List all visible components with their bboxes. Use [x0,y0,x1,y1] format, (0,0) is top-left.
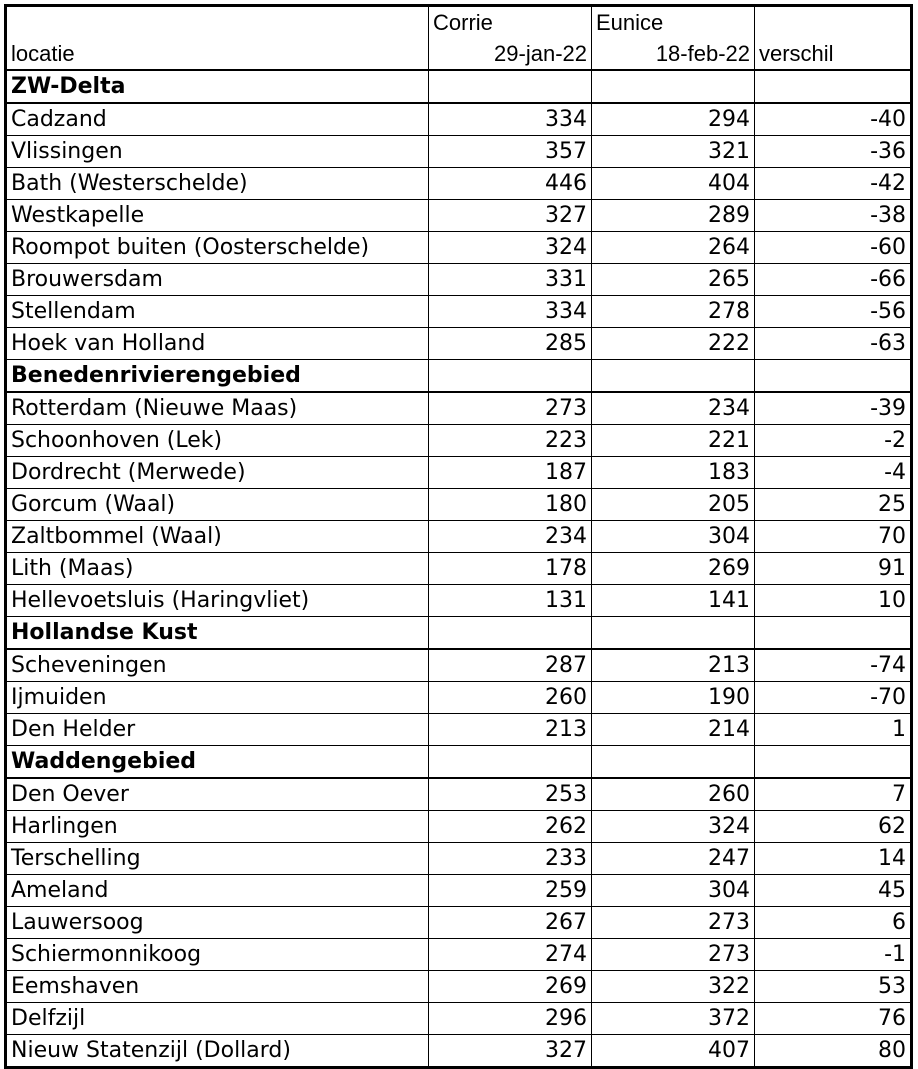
table-row [6,425,912,457]
corrie-value-cell: 262 [429,811,592,843]
table-row [6,682,912,714]
corrie-value-cell: 334 [429,103,592,136]
difference-cell: 14 [755,843,912,875]
difference-cell: -66 [755,264,912,296]
difference-cell: 6 [755,907,912,939]
location-cell: Nieuw Statenzijl (Dollard) [6,1035,429,1068]
table-row [6,971,912,1003]
difference-cell: 7 [755,778,912,811]
corrie-value-cell: 234 [429,521,592,553]
corrie-value-cell: 287 [429,649,592,682]
eunice-value-cell: 322 [592,971,755,1003]
corrie-value-cell: 274 [429,939,592,971]
location-cell: Gorcum (Waal) [6,489,429,521]
table-row [6,521,912,553]
location-cell: Westkapelle [6,200,429,232]
difference-cell: 10 [755,585,912,617]
difference-cell: 25 [755,489,912,521]
table-row [6,264,912,296]
table-row [6,585,912,617]
table-row [6,907,912,939]
difference-cell: -2 [755,425,912,457]
corrie-value-cell: 285 [429,328,592,360]
eunice-value-cell: 190 [592,682,755,714]
corrie-value-cell: 223 [429,425,592,457]
table-row [6,714,912,746]
table-row [6,1003,912,1035]
location-cell: Cadzand [6,103,429,136]
eunice-value-cell: 247 [592,843,755,875]
eunice-value-cell: 304 [592,875,755,907]
location-column-header: locatie [6,38,429,70]
table-row [6,649,912,682]
location-cell: Bath (Westerschelde) [6,168,429,200]
difference-cell: -40 [755,103,912,136]
section-empty-cell [592,70,755,103]
section-empty-cell [592,360,755,393]
header-empty-cell [6,6,429,39]
section-empty-cell [429,360,592,393]
corrie-value-cell: 180 [429,489,592,521]
difference-cell: 53 [755,971,912,1003]
eunice-value-cell: 234 [592,392,755,425]
location-cell: Vlissingen [6,136,429,168]
table-row [6,811,912,843]
eunice-value-cell: 321 [592,136,755,168]
table-row [6,168,912,200]
corrie-value-cell: 324 [429,232,592,264]
eunice-value-cell: 205 [592,489,755,521]
date-corrie-header: 29-jan-22 [429,38,592,70]
eunice-value-cell: 222 [592,328,755,360]
storm-corrie-header: Corrie [429,6,592,39]
corrie-value-cell: 334 [429,296,592,328]
water-level-table [4,4,913,1069]
table-row [6,232,912,264]
eunice-value-cell: 273 [592,939,755,971]
section-empty-cell [429,617,592,650]
difference-cell: 70 [755,521,912,553]
table-row [6,136,912,168]
location-cell: Roompot buiten (Oosterschelde) [6,232,429,264]
corrie-value-cell: 131 [429,585,592,617]
eunice-value-cell: 324 [592,811,755,843]
corrie-value-cell: 213 [429,714,592,746]
eunice-value-cell: 289 [592,200,755,232]
corrie-value-cell: 269 [429,971,592,1003]
section-empty-cell [755,746,912,779]
table-row [6,1035,912,1068]
section-row [6,70,912,103]
difference-cell: 80 [755,1035,912,1068]
difference-cell: -56 [755,296,912,328]
eunice-value-cell: 183 [592,457,755,489]
location-cell: Terschelling [6,843,429,875]
table-row [6,843,912,875]
corrie-value-cell: 187 [429,457,592,489]
location-cell: Brouwersdam [6,264,429,296]
column-header-row [6,38,912,70]
location-cell: Dordrecht (Merwede) [6,457,429,489]
difference-cell: 45 [755,875,912,907]
section-empty-cell [755,70,912,103]
difference-cell: -4 [755,457,912,489]
eunice-value-cell: 264 [592,232,755,264]
section-row [6,360,912,393]
corrie-value-cell: 253 [429,778,592,811]
storm-header-row [6,6,912,39]
corrie-value-cell: 327 [429,200,592,232]
section-title: Benedenrivierengebied [6,360,429,393]
difference-column-header: verschil [755,38,912,70]
location-cell: Scheveningen [6,649,429,682]
table-row [6,200,912,232]
table-row [6,489,912,521]
difference-cell: 1 [755,714,912,746]
eunice-value-cell: 214 [592,714,755,746]
corrie-value-cell: 267 [429,907,592,939]
location-cell: Stellendam [6,296,429,328]
difference-cell: -1 [755,939,912,971]
location-cell: Rotterdam (Nieuwe Maas) [6,392,429,425]
eunice-value-cell: 404 [592,168,755,200]
section-empty-cell [755,617,912,650]
location-cell: Lauwersoog [6,907,429,939]
table-row [6,778,912,811]
corrie-value-cell: 273 [429,392,592,425]
section-row [6,746,912,779]
table-row [6,296,912,328]
eunice-value-cell: 278 [592,296,755,328]
corrie-value-cell: 233 [429,843,592,875]
section-empty-cell [755,360,912,393]
difference-cell: -70 [755,682,912,714]
difference-cell: -63 [755,328,912,360]
storm-eunice-header: Eunice [592,6,755,39]
table-row [6,553,912,585]
location-cell: Schoonhoven (Lek) [6,425,429,457]
table-row [6,328,912,360]
eunice-value-cell: 141 [592,585,755,617]
eunice-value-cell: 372 [592,1003,755,1035]
corrie-value-cell: 296 [429,1003,592,1035]
difference-cell: 76 [755,1003,912,1035]
section-empty-cell [429,70,592,103]
location-cell: Hellevoetsluis (Haringvliet) [6,585,429,617]
location-cell: Den Helder [6,714,429,746]
difference-cell: 62 [755,811,912,843]
location-cell: Ijmuiden [6,682,429,714]
corrie-value-cell: 178 [429,553,592,585]
difference-cell: -42 [755,168,912,200]
corrie-value-cell: 327 [429,1035,592,1068]
eunice-value-cell: 260 [592,778,755,811]
eunice-value-cell: 221 [592,425,755,457]
section-title: Hollandse Kust [6,617,429,650]
corrie-value-cell: 357 [429,136,592,168]
corrie-value-cell: 446 [429,168,592,200]
difference-cell: -60 [755,232,912,264]
difference-cell: -36 [755,136,912,168]
location-cell: Ameland [6,875,429,907]
eunice-value-cell: 265 [592,264,755,296]
section-title: Waddengebied [6,746,429,779]
location-cell: Den Oever [6,778,429,811]
location-cell: Hoek van Holland [6,328,429,360]
location-cell: Schiermonnikoog [6,939,429,971]
table-row [6,392,912,425]
section-empty-cell [592,617,755,650]
table-row [6,875,912,907]
eunice-value-cell: 273 [592,907,755,939]
difference-cell: -39 [755,392,912,425]
location-cell: Lith (Maas) [6,553,429,585]
date-eunice-header: 18-feb-22 [592,38,755,70]
eunice-value-cell: 213 [592,649,755,682]
difference-cell: -38 [755,200,912,232]
corrie-value-cell: 331 [429,264,592,296]
eunice-value-cell: 304 [592,521,755,553]
difference-cell: -74 [755,649,912,682]
corrie-value-cell: 260 [429,682,592,714]
difference-cell: 91 [755,553,912,585]
section-title: ZW-Delta [6,70,429,103]
header-empty-cell [755,6,912,39]
table-body [6,6,912,1068]
table-row [6,939,912,971]
section-empty-cell [429,746,592,779]
location-cell: Zaltbommel (Waal) [6,521,429,553]
eunice-value-cell: 294 [592,103,755,136]
corrie-value-cell: 259 [429,875,592,907]
location-cell: Harlingen [6,811,429,843]
eunice-value-cell: 269 [592,553,755,585]
section-row [6,617,912,650]
table-row [6,103,912,136]
location-cell: Eemshaven [6,971,429,1003]
location-cell: Delfzijl [6,1003,429,1035]
section-empty-cell [592,746,755,779]
eunice-value-cell: 407 [592,1035,755,1068]
table-row [6,457,912,489]
